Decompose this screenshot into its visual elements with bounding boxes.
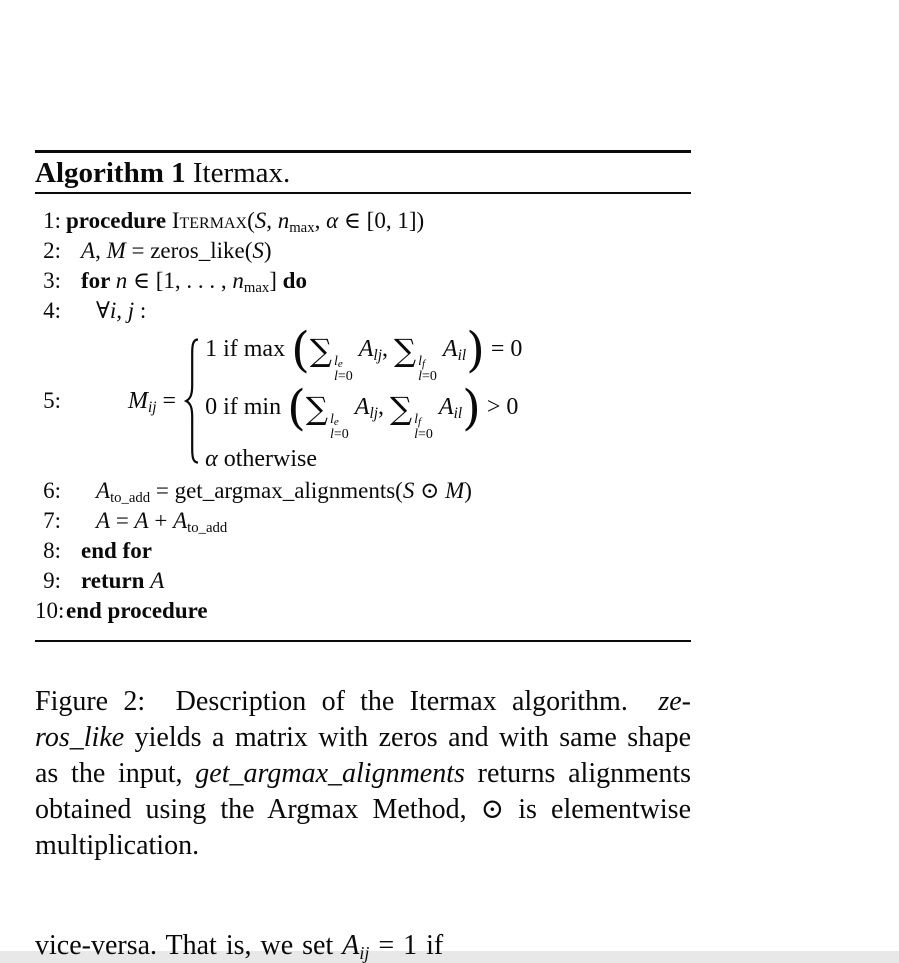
line-content: end procedure <box>66 598 208 623</box>
algo-line <box>35 206 691 236</box>
algo-line <box>35 322 691 476</box>
algorithm-bottom-rule <box>35 640 691 642</box>
algorithm-float <box>35 150 691 642</box>
line-number: 3: <box>43 268 61 293</box>
line-number: 1: <box>43 208 61 233</box>
body-text-clipped: vice-versa. That is, we set $A_{ij} = 1$ if <box>35 930 444 963</box>
line-number: 5: <box>43 388 61 413</box>
case-row: 1 if max (∑ $l_e$ l=0 $A_{lj}$, ∑ $l_f$ l=0 $A_{il}) = 0$ <box>205 322 523 384</box>
algo-line <box>35 536 691 566</box>
algo-line <box>35 566 691 596</box>
line-content: procedure Itermax(S, $n_{max}$, α ∈ [0, 1]) <box>66 208 425 236</box>
line-content: return A <box>81 568 165 593</box>
limit-upper: $l_e$ <box>333 354 343 370</box>
limit-upper: $l_f$ <box>418 354 426 370</box>
line-number: 8: <box>43 538 61 563</box>
caption-line: as the input, get_argmax_alignments returns alignments <box>35 758 691 789</box>
limit-lower: l=0 <box>329 427 349 442</box>
cases-lhs: $M_{ij}$ = <box>128 388 177 417</box>
limit-lower: l=0 <box>333 369 353 384</box>
line-number: 9: <box>43 568 61 593</box>
sum-limits <box>330 412 349 442</box>
line-number: 7: <box>43 508 61 533</box>
algo-line <box>35 296 691 326</box>
line-content: end for <box>81 538 152 563</box>
limit-lower: l=0 <box>414 427 433 442</box>
caption-line: obtained using the Argmax Method, ⊙ is elementwise <box>35 794 691 825</box>
algorithm-title <box>35 153 691 192</box>
limit-upper: $l_e$ <box>329 412 339 428</box>
algo-line <box>35 596 691 626</box>
caption-line: Figure 2: Description of the Itermax algorithm. ze- <box>35 686 691 717</box>
line-number: 4: <box>43 298 61 323</box>
cases-rows <box>205 322 523 476</box>
line-number: 2: <box>43 238 61 263</box>
line-content: $A = A + A_{to\_add}$ <box>96 508 228 536</box>
cases-brace <box>183 338 201 464</box>
figure-caption <box>35 684 691 864</box>
algo-line <box>35 266 691 296</box>
line-content <box>66 322 523 476</box>
line-content: A, M = zeros_like(S) <box>81 238 272 263</box>
sum-limits <box>418 354 437 384</box>
case-row: α otherwise <box>205 446 318 472</box>
algo-line <box>35 506 691 536</box>
line-number: 6: <box>43 478 61 503</box>
line-content: $A_{to\_add}$ = get_argmax_alignments(S ⊙ M) <box>96 478 472 506</box>
sum-limits <box>414 412 433 442</box>
caption-line: multiplication. <box>35 830 200 861</box>
line-content: ∀i, j : <box>96 298 147 323</box>
line-content: for n ∈ [1, . . . , $n_{max}$] do <box>81 268 307 296</box>
limit-lower: l=0 <box>418 369 437 384</box>
algorithm-body <box>35 194 691 628</box>
limit-upper: $l_f$ <box>414 412 422 428</box>
line-number: 10: <box>35 598 65 623</box>
sum-limits <box>334 354 353 384</box>
algo-line <box>35 476 691 506</box>
algo-line <box>35 236 691 266</box>
algorithm-name: Itermax. <box>185 157 291 189</box>
case-row: 0 if min (∑ $l_e$ l=0 $A_{lj}$, ∑ $l_f$ l=0 $A_{il}) > 0$ <box>205 380 519 442</box>
caption-line: ros_like yields a matrix with zeros and with same shape <box>35 722 691 753</box>
algorithm-label: Algorithm 1 <box>35 157 186 189</box>
